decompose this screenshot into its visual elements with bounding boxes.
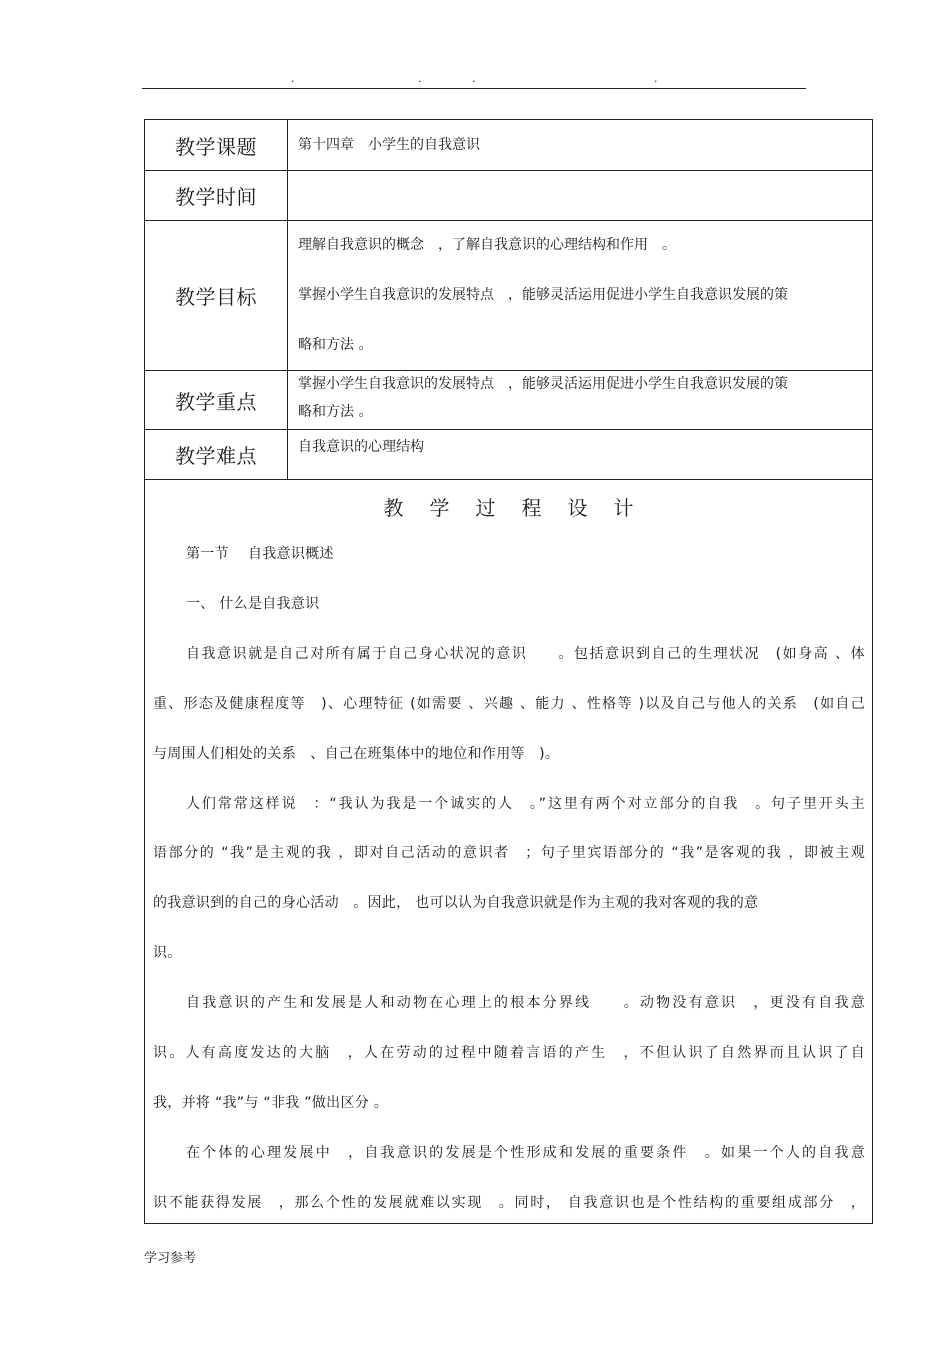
paragraph-line: 与周围人们相处的关系 、自己在班集体中的地位和作用等 )。 [153, 746, 560, 762]
paragraph-line: 识。 [153, 945, 182, 961]
paragraph-line: 我，并将 “我”与 “非我 ”做出区分 。 [153, 1095, 389, 1111]
label-objectives: 教学目标 [145, 221, 288, 370]
objective-line: 理解自我意识的概念 ，了解自我意识的心理结构和作用 。 [298, 237, 676, 253]
row-lesson-time [145, 171, 872, 221]
section-heading: 第一节 自我意识概述 [186, 546, 334, 562]
paragraph-line: 在个体的心理发展中 ，自我意识的发展是个性形成和发展的重要条件 。如果一个人的自我意 [186, 1145, 865, 1161]
value-lesson-topic [298, 134, 862, 154]
row-lesson-topic [145, 120, 872, 171]
difficulty-text: 自我意识的心理结构 [298, 439, 424, 455]
objective-line: 掌握小学生自我意识的发展特点 ，能够灵活运用促进小学生自我意识发展的策 [298, 287, 788, 303]
header-dots [0, 72, 950, 86]
value-objectives [298, 235, 862, 355]
paragraph-line: 自我意识的产生和发展是人和动物在心理上的根本分界线 。动物没有意识 ，更没有自我意 [186, 995, 865, 1011]
process-title: 教学过程设计 [383, 496, 660, 520]
label-key-points: 教学重点 [145, 371, 288, 429]
paragraph-line: 语部分的 “我”是主观的我 ，即对自己活动的意识者 ；句子里宾语部分的 “我”是客观的我 ，即被主观 [153, 845, 865, 861]
label-lesson-time: 教学时间 [145, 171, 288, 220]
paragraph-line: 自我意识就是自己对所有属于自己身心状况的意识 。包括意识到自己的生理状况 (如身高 、体 [186, 646, 865, 662]
paragraph-line: 人们常常这样说 ：“我认为我是一个诚实的人 。”这里有两个对立部分的自我 。句子里开头主 [186, 796, 865, 812]
header-dot: . [472, 72, 476, 85]
paragraph-line: 重、形态及健康程度等 )、心理特征 (如需要 、兴趣 、能力 、性格等 )以及自己与他人的关系 (如自己 [153, 696, 865, 712]
sub-heading: 一、 什么是自我意识 [186, 596, 320, 612]
footer-text: 学习参考 [144, 1251, 197, 1266]
paragraph-line: 识。人有高度发达的大脑 ，人在劳动的过程中随着言语的产生 ，不但认识了自然界而且认识了自 [153, 1045, 865, 1061]
row-objectives [145, 221, 872, 371]
lesson-topic-text: 第十四章 小学生的自我意识 [298, 137, 480, 153]
value-key-points [298, 374, 862, 422]
paragraph-line: 的我意识到的自己的身心活动 。因此， 也可以认为自我意识就是作为主观的我对客观的我的意 [153, 895, 759, 911]
header-dot: . [291, 72, 295, 85]
row-difficulties [145, 430, 872, 480]
lesson-plan-table [144, 119, 873, 1224]
label-lesson-topic: 教学课题 [145, 120, 288, 170]
key-point-line: 掌握小学生自我意识的发展特点 ，能够灵活运用促进小学生自我意识发展的策 [298, 376, 788, 392]
value-difficulties [298, 436, 862, 456]
label-difficulties: 教学难点 [145, 430, 288, 479]
row-key-points [145, 371, 872, 430]
key-point-line: 略和方法 。 [298, 404, 373, 420]
header-rule [142, 88, 806, 89]
paragraph-line: 识不能获得发展 ，那么个性的发展就难以实现 。同时， 自我意识也是个性结构的重要组成部分 ， [153, 1195, 865, 1211]
header-dot: . [654, 72, 658, 85]
header-dot: . [418, 72, 422, 85]
objective-line: 略和方法 。 [298, 337, 373, 353]
